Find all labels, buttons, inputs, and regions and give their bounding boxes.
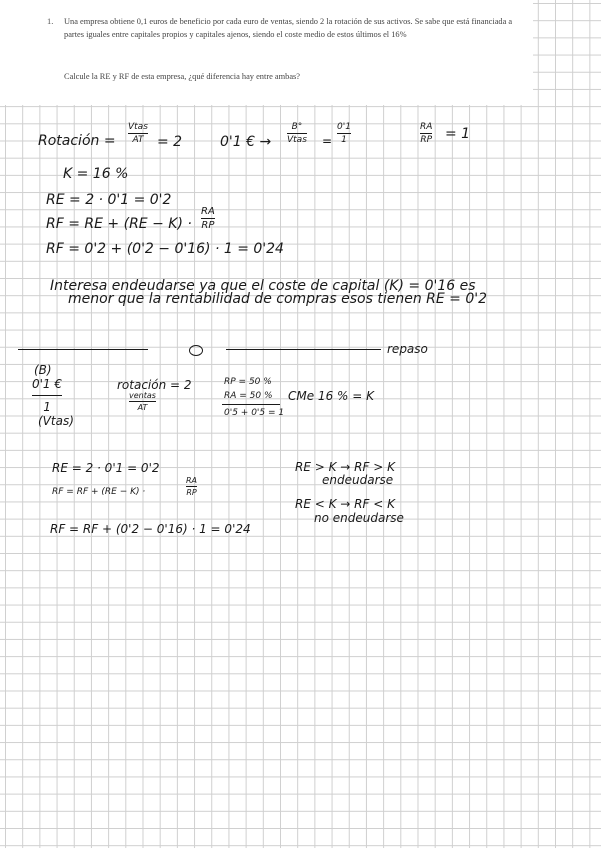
rf-2-numerator: RA [186,476,198,485]
rf-2-fraction [186,476,197,497]
margen-fraction-2 [337,122,351,145]
sum-bar [222,404,280,405]
rotacion-2-numerator: ventas [129,391,156,400]
fraction-bar [32,395,62,396]
b-fraction [32,377,62,414]
rf-2-formula-left: RF = RF + (RE − K) · [52,487,146,497]
rotacion-fraction [128,122,148,145]
conclusion-line-1: Interesa endeudarse ya que el coste de capital (K) = 0'16 es [50,278,476,294]
k-line: K = 16 % [63,166,129,182]
conclusion-line-2: menor que la rentabilidad de compras esos tienen RE = 0'2 [68,291,488,307]
rf-result: RF = 0'2 + (0'2 − 0'16) · 1 = 0'24 [46,241,284,257]
rule-1-sub: endeudarse [322,473,394,487]
rotacion-numerator: Vtas [128,122,148,132]
ra-rp-equals: = 1 [445,126,471,142]
fraction-bar [420,133,432,134]
fraction-bar [287,133,307,134]
question-block [0,0,533,105]
margen-numerator-1: B° [291,122,303,132]
question-text: Una empresa obtiene 0,1 euros de beneficio por cada euro de ventas, siendo 2 la rotación de sus activos. Se sabe que está financiada a partes iguales entre capitales propios y capitales ajenos, siendo el coste medio de estos últimos el 16% [64,17,513,39]
repaso-label: repaso [387,342,428,356]
question-number: 1. [47,16,54,26]
margen-numerator-2: 0'1 [337,122,351,132]
ra-numerator: RA [420,122,433,132]
fraction-bar [128,133,148,134]
rule-1: RE > K → RF > K [295,460,395,474]
rf-formula-denominator: RP [201,220,215,231]
rp-line: RP = 50 % [224,377,272,387]
fraction-bar [186,486,197,487]
margen-denominator-2: 1 [341,135,347,145]
separator-circle [189,345,203,356]
b-numerator: 0'1 € [32,377,63,391]
rotacion-denominator: AT [132,135,144,145]
rule-2: RE < K → RF < K [295,497,395,511]
margen-fraction-1 [287,122,307,145]
separator-right [226,349,381,350]
rotacion-2-denominator: AT [137,403,148,412]
rotacion-label: Rotación = [38,133,116,149]
sum-line: 0'5 + 0'5 = 1 [224,408,285,418]
rf-formula-left: RF = RE + (RE − K) · [46,216,192,232]
question-prompt: Calcule la RE y RF de esta empresa, ¿qué diferencia hay entre ambas? [64,72,301,81]
b-label: (B) [34,363,52,377]
margen-left: 0'1 € → [220,134,272,150]
rp-denominator: RP [420,135,433,145]
margen-denominator-1: Vtas [287,135,307,145]
separator-left [18,349,148,350]
rotacion-2-fraction [129,391,156,412]
rf-formula-numerator: RA [201,206,215,217]
margen-equals: = [322,134,333,148]
b-denominator: 1 [43,400,51,414]
rf-formula-fraction [201,206,215,231]
re-2-line: RE = 2 · 0'1 = 0'2 [52,461,160,475]
ra-rp-fraction [420,122,432,145]
rf-2-result: RF = RF + (0'2 − 0'16) · 1 = 0'24 [50,522,251,536]
ra-line: RA = 50 % [224,391,273,401]
rule-2-sub: no endeudarse [314,511,404,525]
cme-line: CMe 16 % = K [288,389,374,403]
fraction-bar [129,401,156,402]
rf-2-denominator: RP [186,488,197,497]
fraction-bar [337,133,351,134]
rotacion-2-label: rotación = 2 [117,378,192,392]
fraction-bar [201,218,215,219]
b-vtas: (Vtas) [38,414,74,428]
rotacion-equals: = 2 [157,134,183,150]
re-line: RE = 2 · 0'1 = 0'2 [46,192,172,208]
